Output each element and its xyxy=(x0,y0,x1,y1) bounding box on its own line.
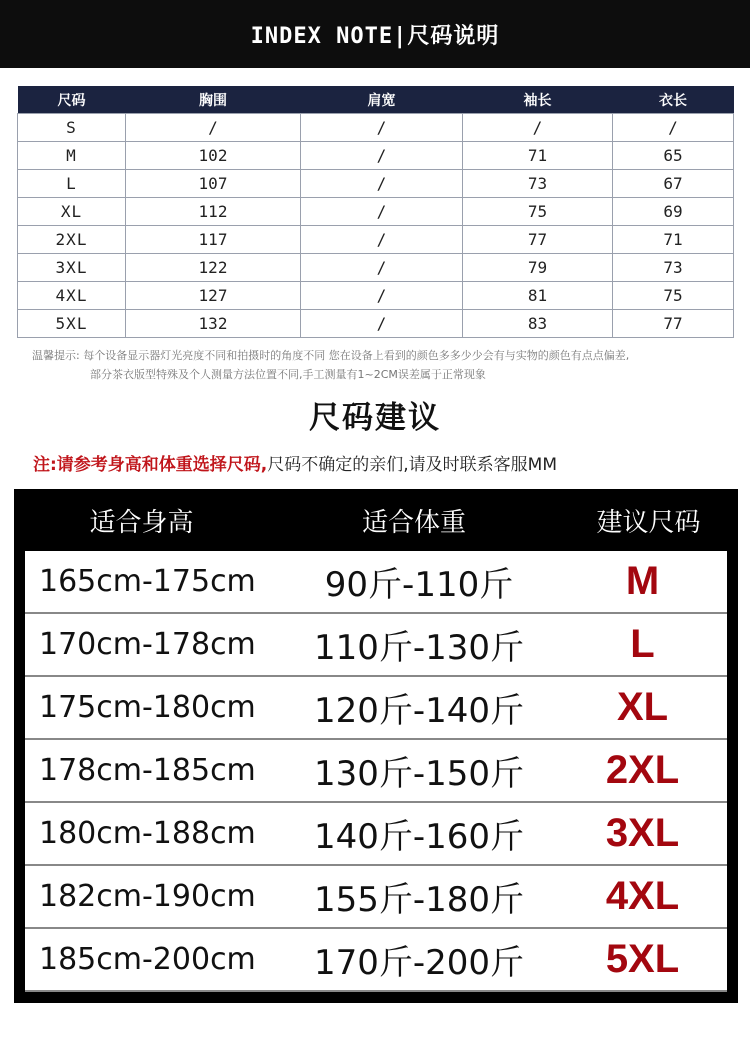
column-header-size: 尺码 xyxy=(18,86,126,114)
table-row xyxy=(18,114,734,142)
table-cell: / xyxy=(613,114,734,142)
recommendation-rows xyxy=(25,551,727,992)
table-cell: 102 xyxy=(126,142,301,170)
table-cell: 71 xyxy=(613,226,734,254)
table-row xyxy=(18,254,734,282)
table-cell: 2XL xyxy=(18,226,126,254)
table-cell: 77 xyxy=(613,310,734,338)
suggested-size: L xyxy=(630,622,655,666)
table-cell: / xyxy=(301,282,463,310)
recommendation-table xyxy=(14,489,738,1003)
header-title: INDEX NOTE|尺码说明 xyxy=(250,23,500,49)
height-range: 182cm-190cm xyxy=(39,879,256,914)
table-cell: / xyxy=(126,114,301,142)
suggested-size: 3XL xyxy=(605,811,680,855)
weight-range: 120斤-140斤 xyxy=(313,691,525,731)
table-cell: M xyxy=(18,142,126,170)
column-header-length: 衣长 xyxy=(613,86,734,114)
suggested-size: 4XL xyxy=(605,874,680,918)
weight-range: 90斤-110斤 xyxy=(324,565,514,605)
suggested-size: M xyxy=(625,559,660,603)
table-row xyxy=(25,740,727,803)
table-row xyxy=(18,142,734,170)
note-line-2: 部分茶衣版型特殊及个人测量方法位置不同,手工测量有1~2CM误差属于正常现象 xyxy=(90,368,486,381)
table-cell: 75 xyxy=(463,198,613,226)
note-line-1: 温馨提示: 每个设备显示器灯光亮度不同和拍摄时的角度不同 您在设备上看到的颜色多多少少会有与实物的颜色有点点偏差, xyxy=(32,349,630,362)
table-cell: / xyxy=(301,114,463,142)
table-cell: 69 xyxy=(613,198,734,226)
table-row xyxy=(18,198,734,226)
table-cell: 73 xyxy=(463,170,613,198)
table-cell: 77 xyxy=(463,226,613,254)
weight-range: 110斤-130斤 xyxy=(313,628,525,668)
table-cell: 5XL xyxy=(18,310,126,338)
table-cell: / xyxy=(301,142,463,170)
suggested-size: 2XL xyxy=(605,748,680,792)
height-range: 178cm-185cm xyxy=(39,753,256,788)
table-cell: 71 xyxy=(463,142,613,170)
weight-range: 170斤-200斤 xyxy=(313,943,525,983)
column-header-sleeve: 袖长 xyxy=(463,86,613,114)
table-row xyxy=(25,614,727,677)
table-row xyxy=(18,226,734,254)
table-cell: 81 xyxy=(463,282,613,310)
table-cell: 67 xyxy=(613,170,734,198)
column-header-suggested-size: 建议尺码 xyxy=(596,507,701,538)
table-cell: 127 xyxy=(126,282,301,310)
notice-red-text: 注:请参考身高和体重选择尺码, xyxy=(33,455,268,475)
suggested-size: XL xyxy=(616,685,669,729)
table-row xyxy=(25,866,727,929)
table-cell: 117 xyxy=(126,226,301,254)
column-header-height: 适合身高 xyxy=(89,507,194,538)
column-header-shoulder: 肩宽 xyxy=(301,86,463,114)
table-cell: 112 xyxy=(126,198,301,226)
table-cell: L xyxy=(18,170,126,198)
table-cell: 107 xyxy=(126,170,301,198)
recommendation-title: 尺码建议 xyxy=(309,400,441,436)
table-cell: 83 xyxy=(463,310,613,338)
suggested-size: 5XL xyxy=(605,937,680,981)
table-cell: 73 xyxy=(613,254,734,282)
table-cell: / xyxy=(301,170,463,198)
table-cell: / xyxy=(301,226,463,254)
table-cell: 75 xyxy=(613,282,734,310)
table-cell: 132 xyxy=(126,310,301,338)
weight-range: 140斤-160斤 xyxy=(313,817,525,857)
table-cell: S xyxy=(18,114,126,142)
size-chart-table xyxy=(17,86,734,338)
height-range: 165cm-175cm xyxy=(39,564,256,599)
table-row xyxy=(18,310,734,338)
column-header-chest: 胸围 xyxy=(126,86,301,114)
table-row xyxy=(18,170,734,198)
table-cell: 79 xyxy=(463,254,613,282)
measurement-note xyxy=(32,346,732,384)
table-row xyxy=(25,551,727,614)
table-cell: 65 xyxy=(613,142,734,170)
height-range: 185cm-200cm xyxy=(39,942,256,977)
height-range: 180cm-188cm xyxy=(39,816,256,851)
table-cell: / xyxy=(301,254,463,282)
notice-black-text: 尺码不确定的亲们,请及时联系客服MM xyxy=(267,455,558,475)
table-cell: XL xyxy=(18,198,126,226)
recommendation-notice xyxy=(33,450,557,475)
table-row xyxy=(25,803,727,866)
table-cell: / xyxy=(301,310,463,338)
table-row xyxy=(25,677,727,740)
table-cell: / xyxy=(463,114,613,142)
height-range: 175cm-180cm xyxy=(39,690,256,725)
recommendation-header-row xyxy=(14,489,738,551)
table-row xyxy=(18,282,734,310)
column-header-weight: 适合体重 xyxy=(361,507,466,538)
height-range: 170cm-178cm xyxy=(39,627,256,662)
table-cell: / xyxy=(301,198,463,226)
table-cell: 4XL xyxy=(18,282,126,310)
weight-range: 155斤-180斤 xyxy=(313,880,525,920)
header-bar xyxy=(0,0,750,68)
table-cell: 3XL xyxy=(18,254,126,282)
table-cell: 122 xyxy=(126,254,301,282)
size-table-header-row xyxy=(18,86,734,114)
weight-range: 130斤-150斤 xyxy=(313,754,525,794)
table-row xyxy=(25,929,727,992)
